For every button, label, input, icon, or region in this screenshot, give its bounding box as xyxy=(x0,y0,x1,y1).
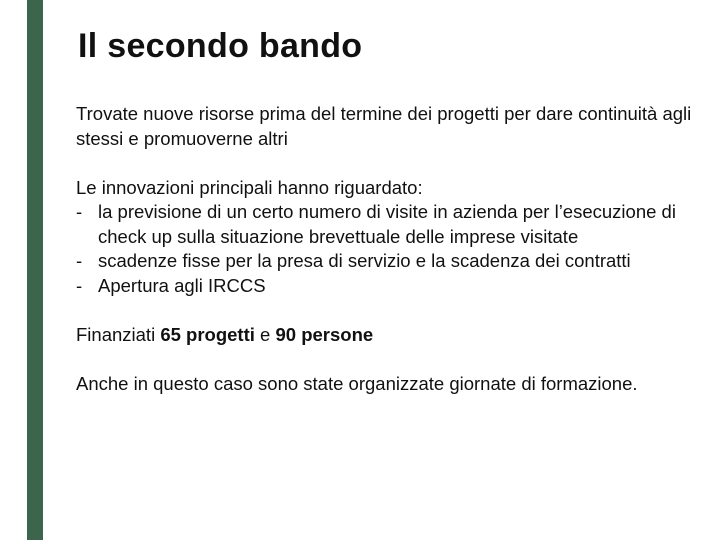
closing-paragraph: Anche in questo caso sono state organizzate giornate di formazione. xyxy=(76,372,638,394)
list-item-text: Apertura agli IRCCS xyxy=(98,274,266,296)
list-item xyxy=(76,249,701,274)
innovations-intro: Le innovazioni principali hanno riguardato: xyxy=(76,176,423,198)
accent-bar xyxy=(27,0,43,540)
bullet-dash: - xyxy=(76,274,83,296)
slide-title: Il secondo bando xyxy=(78,27,363,65)
list-item xyxy=(76,200,701,249)
list-item xyxy=(76,274,701,299)
funding-people: 90 persone xyxy=(275,323,374,345)
funding-projects: 65 progetti xyxy=(160,323,255,345)
list-item-text: scadenze fisse per la presa di servizio e la scadenza dei contratti xyxy=(98,250,631,271)
list-item-text: la previsione di un certo numero di visite in azienda per l’esecuzione di check up sulla situazione brevettuale delle imprese visitate xyxy=(98,201,676,247)
slide-body xyxy=(76,102,701,396)
innovations-list xyxy=(76,200,701,298)
bullet-dash: - xyxy=(76,201,83,222)
bullet-dash: - xyxy=(76,250,83,271)
funding-prefix: Finanziati xyxy=(76,323,156,345)
funding-line xyxy=(76,323,701,348)
funding-conjunction: e xyxy=(260,323,271,345)
intro-paragraph: Trovate nuove risorse prima del termine dei progetti per dare continuità agli stessi e promuoverne altri xyxy=(76,103,692,149)
